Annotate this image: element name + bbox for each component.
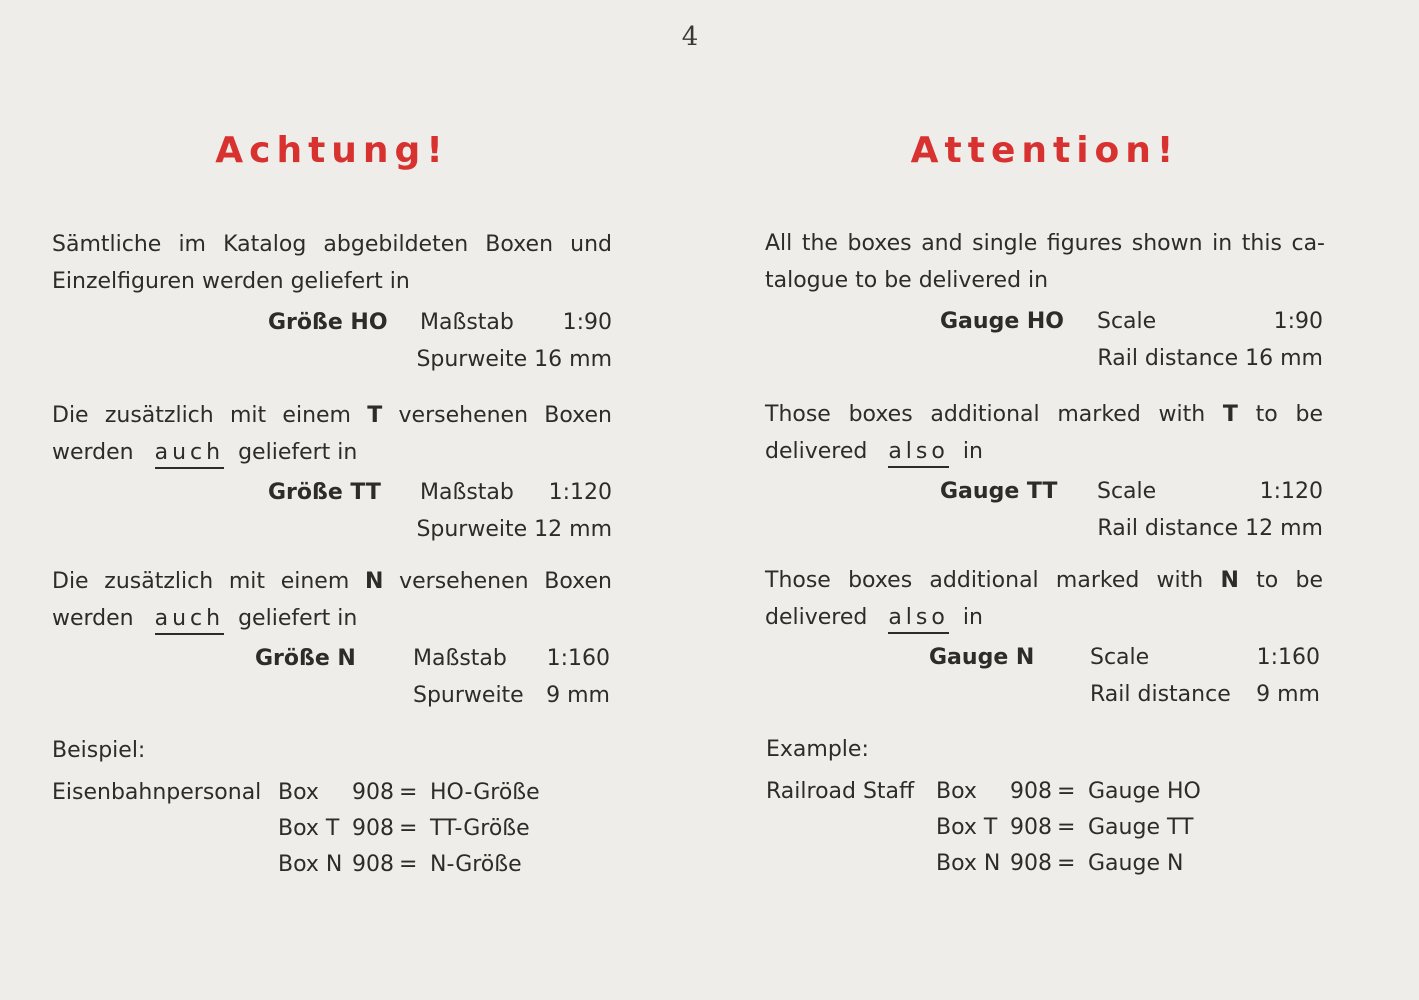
example-result: Gauge HO — [1088, 779, 1201, 804]
also-underlined: also — [888, 439, 949, 468]
t-paragraph — [52, 397, 612, 471]
german-column — [52, 0, 612, 1000]
example-eq: = — [1057, 815, 1076, 840]
scale-label: Maßstab — [413, 646, 507, 671]
example-box: Box — [936, 779, 977, 804]
t-line-1 — [52, 397, 612, 434]
scale-value: 1:120 — [548, 480, 612, 505]
t-letter: T — [1222, 402, 1238, 427]
gauge-n: Gauge N — [929, 645, 1035, 670]
n-letter: N — [1220, 568, 1239, 593]
gauge-n: Größe N — [255, 646, 356, 671]
scale-label: Scale — [1097, 479, 1157, 504]
t-line2-pre: delivered — [765, 439, 868, 464]
example-prefix: Eisenbahnpersonal — [52, 780, 262, 805]
gauge-ho: Größe HO — [268, 310, 388, 335]
n-line2-pre: werden — [52, 606, 134, 631]
rail-value: 9 mm — [1256, 682, 1320, 707]
also-underlined: auch — [155, 440, 224, 469]
example-eq: = — [399, 852, 418, 877]
t-line-2 — [765, 433, 1323, 470]
example-box: Box N — [278, 852, 343, 877]
example-prefix: Railroad Staff — [766, 779, 915, 804]
spec-ho — [52, 304, 612, 378]
example-eq: = — [1057, 779, 1076, 804]
example-num: 908 — [1010, 851, 1052, 876]
rail-label: Spurweite 16 mm — [416, 347, 612, 372]
example-result: Gauge TT — [1088, 815, 1194, 840]
rail-label: Spurweite 12 mm — [416, 517, 612, 542]
example-block — [52, 733, 612, 883]
example-result: Gauge N — [1088, 851, 1184, 876]
example-label: Example: — [766, 737, 869, 762]
scale-label: Scale — [1097, 309, 1157, 334]
n-paragraph — [52, 563, 612, 637]
scale-value: 1:160 — [1256, 645, 1320, 670]
n-paragraph — [765, 562, 1323, 636]
t-line-2 — [52, 434, 612, 471]
t-line-1 — [765, 396, 1323, 433]
intro-line-2: talogue to be delivered in — [765, 268, 1049, 293]
n-line1-post: to be — [1256, 568, 1323, 593]
example-result: TT-Größe — [430, 816, 530, 841]
n-line-2 — [52, 600, 612, 637]
heading-attention: Attention! — [910, 130, 1180, 171]
t-line1-pre: Those boxes additional marked with — [765, 402, 1206, 427]
scale-value: 1:120 — [1259, 479, 1323, 504]
example-num: 908 — [352, 852, 394, 877]
example-label: Beispiel: — [52, 738, 146, 763]
scale-value: 1:90 — [1273, 309, 1323, 334]
n-line2-pre: delivered — [765, 605, 868, 630]
page-number: 4 — [681, 22, 699, 52]
n-line-1 — [765, 562, 1323, 599]
n-line1-pre: Those boxes additional marked with — [765, 568, 1204, 593]
example-result: N-Größe — [430, 852, 522, 877]
intro-paragraph — [765, 225, 1325, 299]
gauge-tt: Größe TT — [268, 480, 381, 505]
example-eq: = — [1057, 851, 1076, 876]
intro-line-1: All the boxes and single figures shown in this ca- — [765, 231, 1325, 256]
n-letter: N — [364, 569, 384, 594]
n-line-1 — [52, 563, 612, 600]
gauge-ho: Gauge HO — [940, 309, 1065, 334]
t-paragraph — [765, 396, 1323, 470]
example-box: Box — [278, 780, 319, 805]
rail-label: Spurweite — [413, 683, 524, 708]
heading-achtung: Achtung! — [215, 130, 449, 171]
t-line2-post: in — [962, 439, 983, 464]
spec-n — [52, 640, 612, 714]
n-line2-post: geliefert in — [238, 606, 358, 631]
example-num: 908 — [352, 780, 394, 805]
n-line-2 — [765, 599, 1323, 636]
english-column — [765, 0, 1325, 1000]
n-line1-post: versehenen Boxen — [399, 569, 612, 594]
scale-label: Scale — [1090, 645, 1150, 670]
also-underlined: auch — [155, 606, 224, 635]
t-line1-post: to be — [1255, 402, 1323, 427]
intro-line-1: Sämtliche im Katalog abgebildeten Boxen und — [52, 232, 612, 257]
example-block — [765, 732, 1323, 882]
n-line1-pre: Die zusätzlich mit einem — [52, 569, 350, 594]
rail-label: Rail distance — [1090, 682, 1231, 707]
spec-n — [765, 639, 1323, 713]
t-letter: T — [367, 403, 383, 428]
rail-label: Rail distance 16 mm — [1097, 346, 1323, 371]
example-num: 908 — [1010, 779, 1052, 804]
t-line2-pre: werden — [52, 440, 134, 465]
t-line1-post: versehenen Boxen — [398, 403, 612, 428]
intro-line-2: Einzelfiguren werden geliefert in — [52, 269, 410, 294]
example-num: 908 — [1010, 815, 1052, 840]
spec-ho — [765, 303, 1323, 377]
example-result: HO-Größe — [430, 780, 540, 805]
example-box: Box T — [936, 815, 998, 840]
t-line1-pre: Die zusätzlich mit einem — [52, 403, 351, 428]
example-eq: = — [399, 816, 418, 841]
scale-value: 1:90 — [562, 310, 612, 335]
spec-tt — [765, 473, 1323, 547]
rail-label: Rail distance 12 mm — [1097, 516, 1323, 541]
example-box: Box T — [278, 816, 340, 841]
intro-paragraph — [52, 226, 612, 300]
scale-label: Maßstab — [420, 480, 514, 505]
example-eq: = — [399, 780, 418, 805]
t-line2-post: geliefert in — [238, 440, 358, 465]
n-line2-post: in — [962, 605, 983, 630]
rail-value: 9 mm — [546, 683, 610, 708]
spec-tt — [52, 474, 612, 548]
scale-label: Maßstab — [420, 310, 514, 335]
example-num: 908 — [352, 816, 394, 841]
scale-value: 1:160 — [546, 646, 610, 671]
example-box: Box N — [936, 851, 1001, 876]
also-underlined: also — [888, 605, 949, 634]
gauge-tt: Gauge TT — [940, 479, 1058, 504]
